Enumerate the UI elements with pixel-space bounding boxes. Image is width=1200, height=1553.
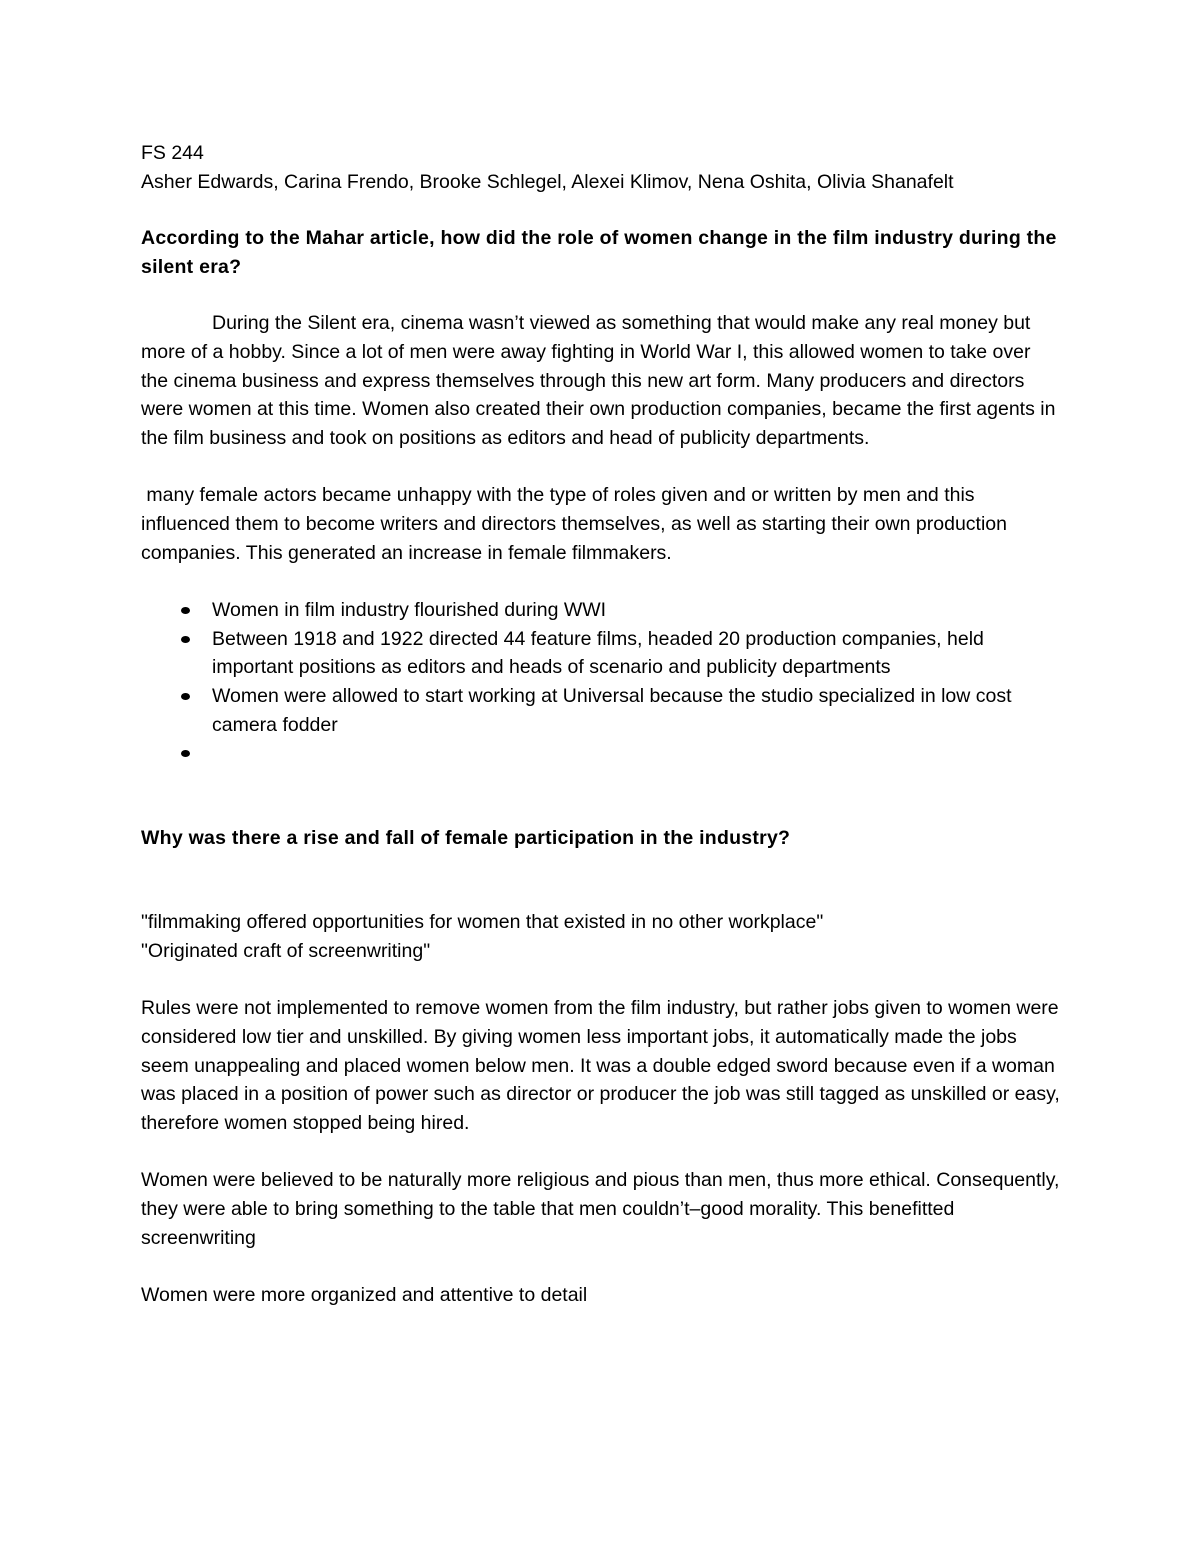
list-item-text: Women in film industry flourished during WWI [212, 599, 607, 622]
answer-2-paragraph-2: Women were believed to be naturally more religious and pious than men, thus more ethical. Consequently, they were able to bring something to the table that men couldn’t–good morality. This benefitted screenwriting [141, 1169, 1060, 1249]
bullet-icon [181, 750, 190, 757]
document-page [141, 139, 1061, 1310]
bullet-icon [181, 636, 190, 643]
course-code: FS 244 [141, 142, 204, 164]
answer-2-paragraph-1: Rules were not implemented to remove women from the film industry, but rather jobs given to women were considered low tier and unskilled. By giving women less important jobs, it automatically made the jobs seem unappealing and placed women below men. It was a double edged sword because even if a woman was placed in a position of power such as director or producer the job was still tagged as unskilled or easy, therefore women stopped being hired. [141, 997, 1060, 1134]
answer-2-paragraph-3: Women were more organized and attentive to detail [141, 1284, 588, 1307]
list-item-text: Between 1918 and 1922 directed 44 feature films, headed 20 production companies, held important positions as editors and heads of scenario and publicity departments [212, 627, 984, 679]
answer-1-paragraph-1: During the Silent era, cinema wasn’t viewed as something that would make any real money but more of a hobby. Since a lot of men were away fighting in World War I, this allowed women to take over the cinema business and express themselves through this new art form. Many producers and directors were women at this time. Women also created their own production companies, became the first agents in the film business and took on positions as editors and head of publicity departments. [141, 312, 1056, 449]
answer-1-bullet-list [141, 596, 1061, 768]
question-1-heading: According to the Mahar article, how did the role of women change in the film industry during the silent era? [141, 227, 1057, 278]
quote-2: "Originated craft of screenwriting" [141, 939, 431, 962]
list-item [212, 682, 1061, 739]
list-item [212, 739, 1061, 768]
list-item [212, 596, 1061, 625]
bullet-icon [181, 693, 190, 700]
bullet-icon [181, 607, 190, 614]
list-item-text: Women were allowed to start working at Universal because the studio specialized in low cost camera fodder [212, 684, 1012, 736]
list-item [212, 625, 1061, 682]
question-2-heading: Why was there a rise and fall of female participation in the industry? [141, 826, 791, 849]
quote-1: "filmmaking offered opportunities for women that existed in no other workplace" [141, 911, 824, 934]
answer-1-paragraph-2: many female actors became unhappy with the type of roles given and or written by men and this influenced them to become writers and directors themselves, as well as starting their own production companies. This generated an increase in female filmmakers. [141, 484, 1013, 564]
author-list: Asher Edwards, Carina Frendo, Brooke Schlegel, Alexei Klimov, Nena Oshita, Olivia Shanafelt [141, 170, 954, 193]
